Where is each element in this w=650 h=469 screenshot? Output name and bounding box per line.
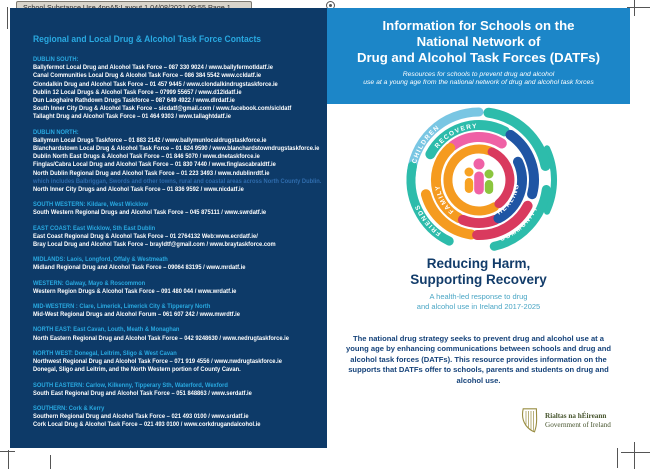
contact-line: North Eastern Regional Drug and Alcohol Task Force – 042 9248630 / www.nedrugtaskforce.ie bbox=[33, 334, 289, 342]
contacts-page bbox=[10, 8, 327, 448]
section-western bbox=[33, 280, 317, 296]
contact-line: Blanchardstown Local Drug & Alcohol Task Force – 01 824 9590 / www.blanchardstowndrugstaskforce.ie bbox=[33, 145, 320, 153]
section-header: MID-WESTERN : Clare, Limerick, Limerick City & Tipperary North bbox=[33, 303, 211, 311]
contact-line: Western Region Drugs & Alcohol Task Force – 091 480 044 / www.wrdatf.ie bbox=[33, 287, 237, 295]
contact-line: Bray Local Drug and Alcohol Task Force – brayldtf@gmail.com / www.braytaskforce.com bbox=[33, 241, 276, 249]
cover-page bbox=[327, 8, 630, 448]
contact-line: North Dublin Regional Drug and Alcohol Task Force – 01 223 3493 / www.ndublinrdtf.ie bbox=[33, 169, 270, 177]
section-header: DUBLIN SOUTH: bbox=[33, 56, 79, 63]
section-southern bbox=[33, 405, 317, 430]
contact-line: Dun Laoghaire Rathdown Drugs Taskforce – 087 649 4922 / www.dlrdatf.ie bbox=[33, 97, 235, 105]
wheel-arc-crimson-inner bbox=[462, 220, 494, 223]
tagline-subline: A health-led response to drug bbox=[429, 292, 528, 301]
contact-line: South Western Regional Drugs and Alcohol Task Force – 045 875111 / www.swrdatf.ie bbox=[33, 209, 267, 217]
crop-mark-top-right-v bbox=[634, 0, 635, 16]
cover-title bbox=[327, 18, 630, 67]
section-north-east bbox=[33, 326, 317, 342]
section-header: SOUTHERN: Cork & Kerry bbox=[33, 404, 105, 412]
contact-line: North Inner City Drugs and Alcohol Task Force – 01 836 9592 / www.nicdatf.ie bbox=[33, 186, 244, 194]
contact-line: Dublin North East Drugs & Alcohol Task Force – 01 846 5070 / www.dnetaskforce.ie bbox=[33, 153, 260, 161]
cover-header bbox=[327, 8, 630, 104]
contact-line: South Inner City Drug & Alcohol Task Force – sicdatf@gmail.com / www.facebook.com/sicldatf bbox=[33, 105, 292, 113]
contact-line: Southern Regional Drug and Alcohol Task Force – 021 493 0100 / www.srdatf.ie bbox=[33, 413, 249, 421]
contact-line: Finglas/Cabra Local Drug and Alcohol Task Force – 01 830 7440 / www.finglascabraldtf.ie bbox=[33, 161, 276, 169]
cover-subtitle bbox=[327, 71, 630, 88]
contact-line: Midland Regional Drug and Alcohol Task Force – 09064 83195 / www.mrdatf.ie bbox=[33, 264, 246, 272]
tagline-line: Supporting Recovery bbox=[410, 272, 547, 287]
tagline-line: Reducing Harm, bbox=[426, 256, 531, 271]
section-header: SOUTH EASTERN: Carlow, Kilkenny, Tipperary Sth, Waterford, Wexford bbox=[33, 381, 228, 389]
wheel-label-friends: FRIENDS bbox=[413, 202, 443, 237]
cover-subtitle-line: Resources for schools to prevent drug and alcohol bbox=[402, 70, 555, 78]
contact-line: Canal Communities Local Drug & Alcohol Task Force – 086 384 5542 www.ccldatf.ie bbox=[33, 72, 262, 80]
tagline-subline: and alcohol use in Ireland 2017-2025 bbox=[416, 301, 541, 311]
section-south-eastern bbox=[33, 382, 317, 398]
strategy-tagline bbox=[327, 256, 630, 311]
logo-irish-text: Rialtas na hÉireann bbox=[545, 411, 607, 420]
crop-mark-bottom-right-v2 bbox=[617, 446, 618, 468]
contact-line: Donegal, Sligo and Leitrim, and the North Western portion of County Cavan. bbox=[33, 366, 241, 374]
section-header: EAST COAST: East Wicklow, Sth East Dublin bbox=[33, 224, 156, 232]
crop-mark-bottom-right-h bbox=[621, 452, 650, 453]
wheel-label-healing: HEALING bbox=[495, 182, 521, 217]
contact-line: Northwest Regional Drug and Alcohol Task Force – 071 919 4556 / www.nwdrugtaskforce.ie bbox=[33, 358, 282, 366]
section-dublin-south bbox=[33, 56, 317, 122]
registration-dot bbox=[329, 4, 332, 7]
recovery-wheel-graphic bbox=[379, 102, 579, 258]
contact-line: Cork Local Drug & Alcohol Task Force – 021 493 0100 / www.corkdrugandalcohol.ie bbox=[33, 421, 261, 429]
cover-subtitle-line: use at a young age from the national network of drug and alcohol task forces bbox=[363, 79, 594, 87]
section-header: MIDLANDS: Laois, Longford, Offaly & Westmeath bbox=[33, 256, 168, 264]
contact-note: which includes Balbriggan, Swords and other towns, rural and coastal areas across North County Dublin. bbox=[33, 177, 322, 185]
section-mid-western bbox=[33, 303, 317, 319]
section-header: SOUTH WESTERN: Kildare, West Wicklow bbox=[33, 201, 148, 209]
crop-mark-top-left bbox=[7, 7, 8, 29]
contact-line: Clondalkin Drug and Alcohol Task Force – 01 457 9445 / www.clondalkindrugstaskforce.ie bbox=[33, 80, 278, 88]
section-midlands bbox=[33, 256, 317, 272]
contacts-list bbox=[33, 34, 322, 437]
contact-line: Ballymun Local Drugs Taskforce – 01 883 2142 / www.ballymunlocaldrugstaskforce.ie bbox=[33, 136, 267, 144]
wheel-label-family: FAMILY bbox=[433, 184, 455, 215]
section-header: DUBLIN NORTH: bbox=[33, 128, 79, 136]
contact-line: Dublin 12 Local Drugs & Alcohol Task Force – 07999 55657 / www.d12ldatf.ie bbox=[33, 88, 242, 96]
section-header: WESTERN: Galway, Mayo & Roscommon bbox=[33, 279, 146, 287]
contact-line: South East Regional Drug and Alcohol Task Force – 051 848863 / www.serdatf.ie bbox=[33, 389, 252, 397]
harp-icon bbox=[521, 408, 538, 433]
crop-mark-top-right-h bbox=[627, 7, 650, 8]
wheel-label-recovery: RECOVERY bbox=[433, 122, 478, 150]
intro-paragraph: The national drug strategy seeks to prevent drug and alcohol use at a young age by enhancing communications between schools and drug and alcohol task forces (DATFs). This resource provides information on the supports that DATFs offer to schools, parents and students on drug and alcohol use. bbox=[346, 334, 611, 385]
contact-line: Tallaght Drug and Alcohol Task Force – 01 464 9303 / www.tallaghtdatf.ie bbox=[33, 113, 231, 121]
contact-line: Ballyfermot Local Drug and Alcohol Task Force – 087 330 9024 / www.ballyfermotldatf.ie bbox=[33, 64, 273, 72]
section-header: NORTH EAST: East Cavan, Louth, Meath & Monaghan bbox=[33, 326, 180, 334]
section-east-coast bbox=[33, 225, 317, 250]
cover-title-line: National Network of bbox=[416, 34, 541, 50]
fold-mark-bottom-left bbox=[50, 455, 51, 469]
section-north-west bbox=[33, 350, 317, 375]
section-south-western bbox=[33, 201, 317, 217]
crop-mark-bottom-left-v bbox=[8, 450, 9, 469]
government-logo-text bbox=[545, 412, 611, 429]
section-header: NORTH WEST: Donegal, Leitrim, Sligo & West Cavan bbox=[33, 349, 177, 357]
government-of-ireland-logo bbox=[521, 408, 611, 433]
crop-mark-bottom-right-v bbox=[634, 442, 635, 469]
contacts-heading: Regional and Local Drug & Alcohol Task Force Contacts bbox=[33, 34, 262, 44]
section-dublin-north bbox=[33, 128, 322, 195]
contact-line: Mid-West Regional Drugs and Alcohol Forum – 061 607 242 / www.mwrdtf.ie bbox=[33, 311, 240, 319]
contact-line: East Coast Regional Drug & Alcohol Task Force – 01 2764132 Web:www.ecrdatf.ie/ bbox=[33, 232, 258, 240]
wheel-label-community: COMMUNITY bbox=[498, 204, 540, 244]
cover-title-line: Information for Schools on the bbox=[382, 18, 575, 33]
cover-title-line: Drug and Alcohol Task Forces (DATFs) bbox=[356, 50, 600, 66]
wheel-label-children: CHILDREN bbox=[410, 124, 441, 165]
logo-english-text: Government of Ireland bbox=[545, 420, 611, 429]
